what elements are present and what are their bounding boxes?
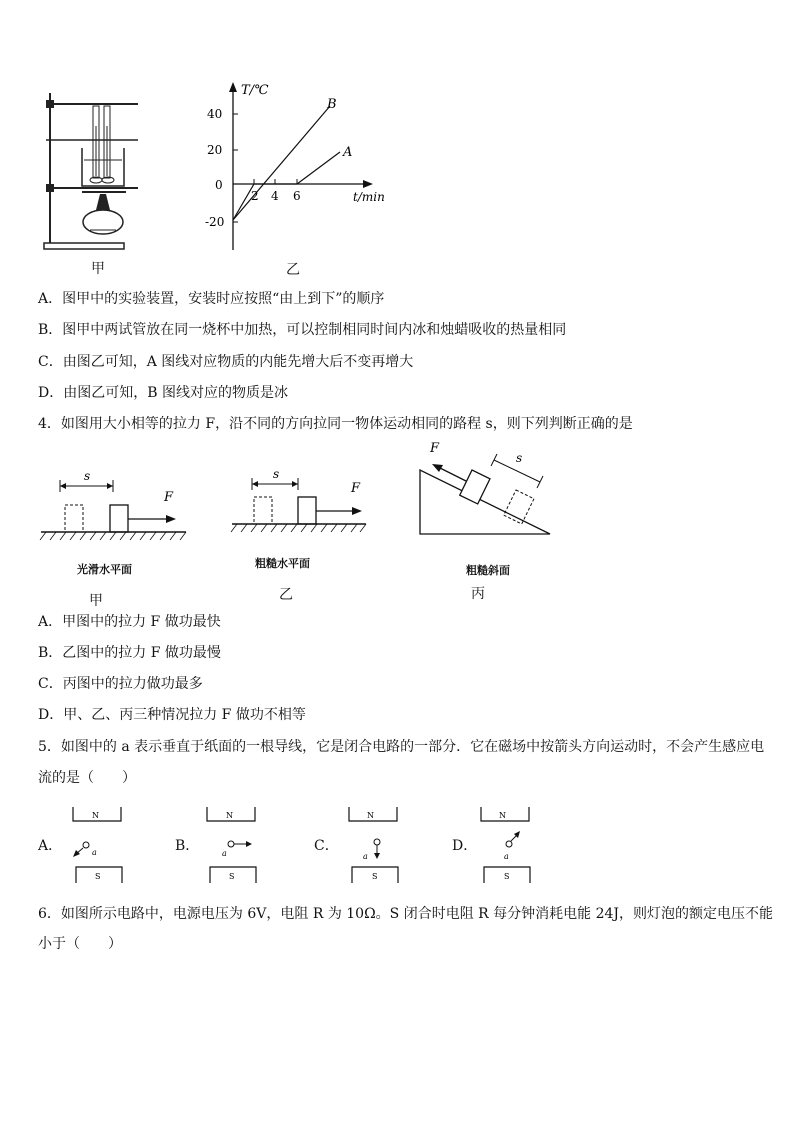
q5-option-b-label: B． <box>175 838 200 854</box>
north-pole-label: N <box>92 811 99 820</box>
wire-label: a <box>92 848 97 857</box>
q5-stem-line-1: 5．如图中的 a 表示垂直于纸面的一根导线，它是闭合电路的一部分．它在磁场中按箭头方向运动时，不会产生感应电 <box>38 739 765 755</box>
distance-label: s <box>84 470 91 483</box>
wire-label: a <box>363 852 368 861</box>
q5-magnet-c <box>346 805 402 887</box>
q5-magnet-a <box>70 805 126 887</box>
south-pole-label: S <box>229 872 235 881</box>
force-label: F <box>351 481 361 496</box>
q4-option-d: D．甲、乙、丙三种情况拉力 F 做功不相等 <box>38 707 306 723</box>
q4-option-a: A．甲图中的拉力 F 做功最快 <box>38 614 221 630</box>
y-axis-label: T/℃ <box>241 83 269 98</box>
q5-magnet-d <box>478 805 534 887</box>
q5-option-a-label: A． <box>38 838 63 854</box>
south-pole-label: S <box>504 872 510 881</box>
north-pole-label: N <box>367 811 374 820</box>
y-tick-label: -20 <box>205 215 225 229</box>
q4-figure-3 <box>412 436 557 540</box>
wire-label: a <box>222 849 227 858</box>
q5-magnet-b <box>204 805 260 887</box>
y-tick-label: 40 <box>207 107 223 121</box>
q4-figure-1 <box>38 470 188 550</box>
q3-option-b: B．图甲中两试管放在同一烧杯中加热，可以控制相同时间内冰和烛蜡吸收的热量相同 <box>38 322 567 338</box>
line-A <box>233 152 340 220</box>
y-tick-label: 20 <box>207 143 223 157</box>
q5-option-c-label: C． <box>314 838 339 854</box>
temperature-graph <box>195 78 395 258</box>
y-tick-label: 0 <box>215 178 223 192</box>
q4-stem: 4．如图用大小相等的拉力 F，沿不同的方向拉同一物体运动相同的路程 s，则下列判断正确的是 <box>38 416 633 432</box>
x-axis-label: t/min <box>353 190 385 204</box>
q4-option-c: C．丙图中的拉力做功最多 <box>38 676 203 692</box>
apparatus-caption: 甲 <box>91 261 105 277</box>
figure-caption: 丙 <box>471 586 485 602</box>
apparatus-figure <box>38 88 138 258</box>
q3-option-c: C．由图乙可知，A 图线对应物质的内能先增大后不变再增大 <box>38 354 414 370</box>
line-A-label: A <box>343 145 353 160</box>
q4-figure-2 <box>228 456 376 538</box>
q6-line-2: 小于（ ） <box>38 936 122 952</box>
q5-stem-line-2: 流的是（ ） <box>38 770 136 786</box>
x-tick-label: 6 <box>293 189 301 203</box>
line-B-label: B <box>327 97 337 112</box>
q3-option-a: A．图甲中的实验装置，安装时应按照“由上到下”的顺序 <box>38 291 385 307</box>
force-label: F <box>430 441 440 456</box>
distance-label: s <box>273 467 280 481</box>
graph-caption: 乙 <box>286 262 300 278</box>
x-tick-label: 2 <box>251 189 259 203</box>
surface-label: 粗糙斜面 <box>466 564 510 577</box>
q6-line-1: 6．如图所示电路中，电源电压为 6V，电阻 R 为 10Ω。S 闭合时电阻 R 每分钟消耗电能 24J，则灯泡的额定电压不能 <box>38 906 774 922</box>
figure-caption: 乙 <box>279 587 293 603</box>
q3-option-d: D．由图乙可知，B 图线对应的物质是冰 <box>38 385 288 401</box>
surface-label: 光滑水平面 <box>77 563 132 576</box>
south-pole-label: S <box>372 872 378 881</box>
north-pole-label: N <box>499 811 506 820</box>
wire-label: a <box>504 852 509 861</box>
distance-label: s <box>516 451 523 465</box>
north-pole-label: N <box>226 811 233 820</box>
q4-option-b: B．乙图中的拉力 F 做功最慢 <box>38 645 221 661</box>
q5-option-d-label: D． <box>452 838 478 854</box>
x-tick-label: 4 <box>271 189 279 203</box>
line-B <box>233 106 330 220</box>
force-label: F <box>164 490 174 505</box>
south-pole-label: S <box>95 872 101 881</box>
figure-caption: 甲 <box>89 593 103 609</box>
surface-label: 粗糙水平面 <box>255 557 310 570</box>
